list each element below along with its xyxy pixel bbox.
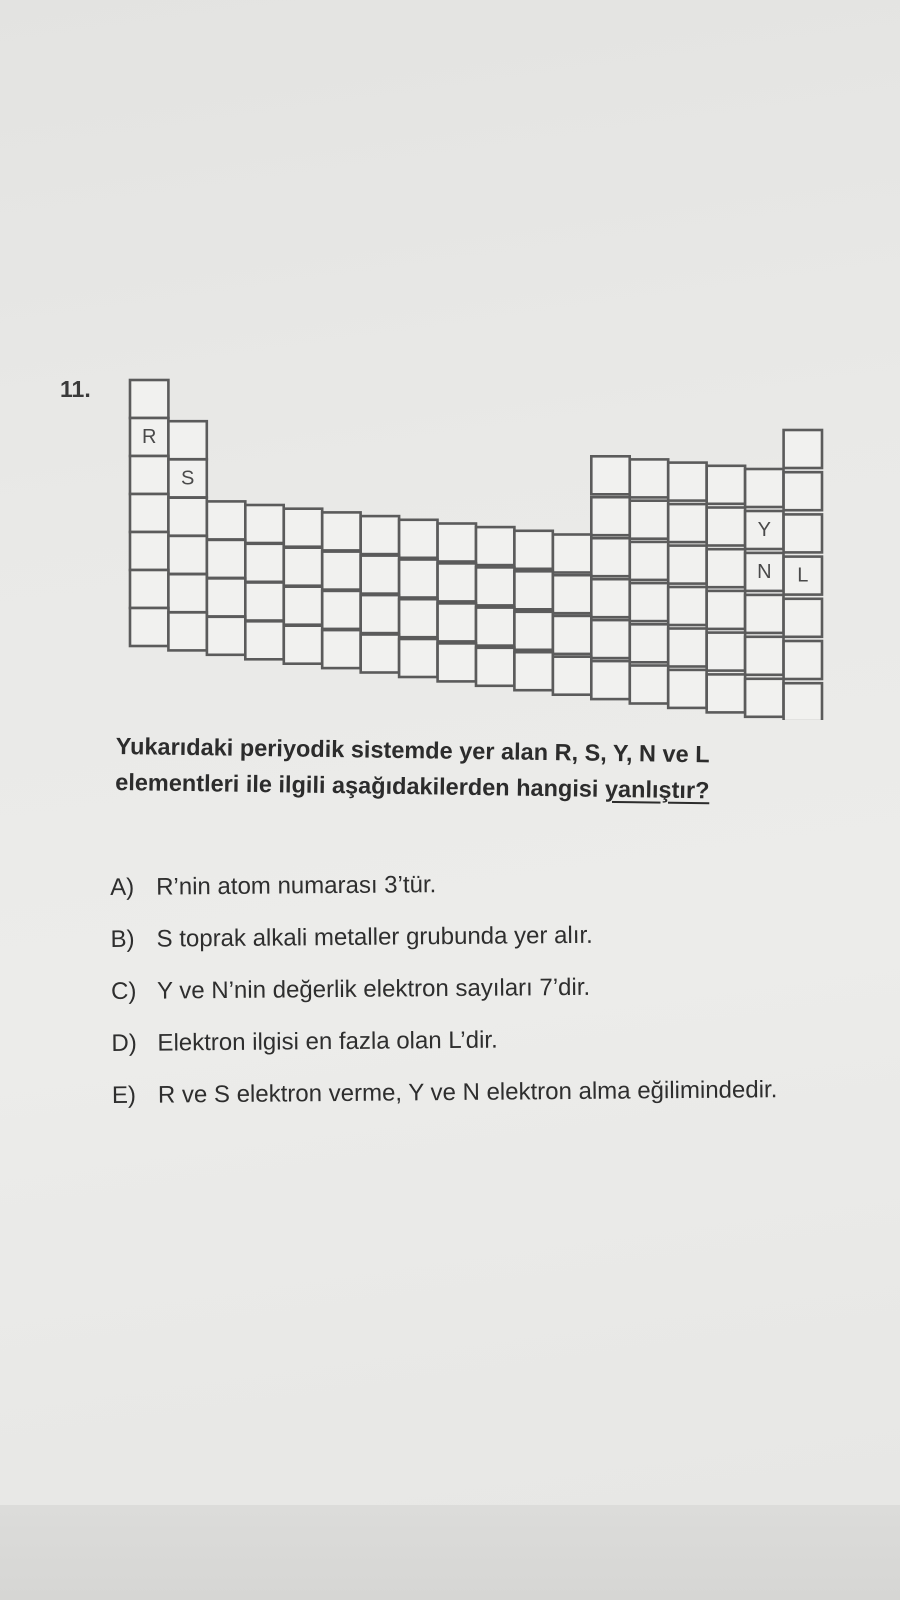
table-cell (322, 552, 360, 590)
table-cell (707, 674, 745, 712)
table-cell (168, 612, 206, 650)
table-cell (553, 616, 591, 654)
question-text (115, 728, 816, 810)
table-cell (591, 579, 629, 617)
table-cell (130, 608, 168, 646)
table-cell (130, 494, 168, 532)
option-e[interactable] (112, 1074, 832, 1112)
option-text: R’nin atom numarası 3’tür. (156, 871, 437, 901)
table-cell (130, 380, 168, 418)
element-label-l: L (797, 564, 809, 587)
option-letter: D) (111, 1029, 137, 1057)
table-cell (784, 599, 822, 637)
table-cell (630, 501, 668, 539)
table-cell (745, 469, 783, 507)
option-text: R ve S elektron verme, Y ve N elektron alma eğilimindedir. (157, 1076, 778, 1109)
table-cell (322, 591, 360, 629)
option-letter: A) (110, 873, 135, 901)
table-cell (668, 629, 706, 667)
table-cell (361, 556, 399, 594)
table-cell (514, 531, 552, 569)
table-cell (438, 524, 476, 562)
table-cell (361, 635, 399, 673)
page-background-edge (0, 1505, 900, 1600)
table-cell (630, 583, 668, 621)
table-cell (476, 608, 514, 646)
table-cell (284, 587, 322, 625)
table-cell (668, 546, 706, 584)
option-a[interactable] (110, 866, 830, 904)
table-cell (784, 683, 822, 720)
table-cell (399, 599, 437, 637)
table-cell (514, 612, 552, 650)
element-label-y: Y (757, 519, 771, 541)
table-cell (630, 542, 668, 580)
question-text-main: Yukarıdaki periyodik sistemde yer alan R, S, Y, N ve L elementleri ile ilgili aşağıdakilerden hangisi (115, 732, 710, 802)
table-cell (284, 548, 322, 586)
table-cell (130, 456, 168, 494)
table-cell (707, 549, 745, 587)
table-cell (130, 570, 168, 608)
table-cell (553, 535, 591, 573)
question-number: 11. (60, 376, 91, 402)
table-cell (245, 621, 283, 659)
table-cell (668, 670, 706, 708)
option-text: S toprak alkali metaller grubunda yer alır. (156, 921, 593, 953)
option-b[interactable] (110, 918, 830, 956)
table-cell (745, 637, 783, 675)
table-cell (207, 501, 245, 539)
table-cell (130, 532, 168, 570)
table-cell (207, 540, 245, 578)
element-label-s: S (181, 467, 195, 490)
answer-options (110, 866, 832, 1132)
table-cell (630, 459, 668, 497)
element-label-r: R (141, 426, 157, 448)
table-cell (399, 520, 437, 558)
table-cell (476, 648, 514, 686)
table-cell (630, 624, 668, 662)
table-cell (399, 560, 437, 598)
table-cell (361, 595, 399, 633)
table-cell (591, 620, 629, 658)
table-cell (245, 583, 283, 621)
table-cell (745, 679, 783, 717)
table-cell (245, 544, 283, 582)
table-cell (361, 516, 399, 554)
table-cell (438, 563, 476, 601)
table-cell (438, 643, 476, 681)
periodic-table-diagram (0, 0, 900, 720)
question-text-emphasis: yanlıştır? (604, 775, 710, 804)
table-cell (168, 574, 206, 612)
table-cell (207, 578, 245, 616)
table-cell (784, 641, 822, 679)
table-cell (707, 633, 745, 671)
table-cell (591, 538, 629, 576)
option-letter: E) (111, 1081, 137, 1109)
option-letter: C) (110, 977, 137, 1005)
element-label-n: N (757, 560, 772, 583)
table-cell (745, 595, 783, 633)
table-cell (207, 617, 245, 655)
option-text: Y ve N’nin değerlik elektron sayıları 7’dir. (156, 973, 591, 1005)
table-cell (784, 430, 822, 468)
table-cell (284, 509, 322, 547)
table-cell (707, 466, 745, 504)
table-cell (784, 514, 822, 552)
table-cell (591, 661, 629, 699)
table-cell (591, 497, 629, 535)
table-cell (668, 587, 706, 625)
option-text: Elektron ilgisi en fazla olan L’dir. (157, 1026, 498, 1057)
table-cell (707, 508, 745, 546)
table-cell (438, 603, 476, 641)
table-cell (668, 463, 706, 501)
table-cell (514, 571, 552, 609)
table-cell (707, 591, 745, 629)
table-cell (245, 505, 283, 543)
table-cell (630, 666, 668, 704)
table-cell (168, 421, 206, 459)
table-cell (476, 567, 514, 605)
table-cell (476, 527, 514, 565)
table-cell (668, 504, 706, 542)
table-cell (322, 512, 360, 550)
option-c[interactable] (111, 970, 831, 1008)
table-cell (322, 630, 360, 668)
table-cell (284, 626, 322, 664)
table-cell (784, 472, 822, 510)
table-cell (168, 536, 206, 574)
option-letter: B) (110, 925, 135, 953)
table-cell (168, 498, 206, 536)
table-cell (553, 575, 591, 613)
option-d[interactable] (111, 1022, 831, 1060)
table-cell (399, 639, 437, 677)
table-cell (553, 657, 591, 695)
table-cell (591, 456, 629, 494)
table-cell (514, 652, 552, 690)
